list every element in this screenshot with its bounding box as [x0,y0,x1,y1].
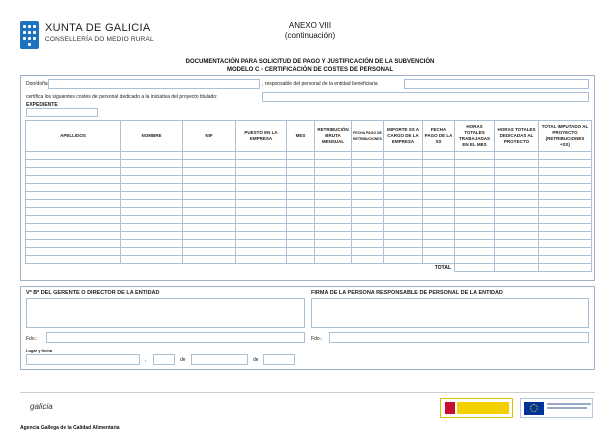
table-cell[interactable] [315,192,352,200]
annex-line2: (continuación) [284,31,336,40]
table-cell[interactable] [287,168,315,176]
table-cell[interactable] [352,240,384,248]
table-cell[interactable] [315,208,352,216]
table-row [26,176,592,184]
table-row [26,232,592,240]
spain-government-logo-icon [440,398,513,418]
table-cell[interactable] [352,224,384,232]
table-cell[interactable] [495,200,539,208]
table-cell[interactable] [423,256,455,264]
table-cell[interactable] [236,168,287,176]
table-cell[interactable] [287,240,315,248]
table-cell[interactable] [315,200,352,208]
table-cell[interactable] [352,184,384,192]
table-cell[interactable] [183,216,236,224]
responsible-label: , responsable del personal de la entidad beneficiaria [262,81,378,87]
table-cell[interactable] [495,152,539,160]
table-cell[interactable] [495,160,539,168]
table-cell[interactable] [121,168,183,176]
table-cell[interactable] [455,192,495,200]
table-cell[interactable] [455,232,495,240]
table-cell[interactable] [26,248,121,256]
table-cell[interactable] [455,184,495,192]
year-field[interactable] [263,354,295,365]
table-cell[interactable] [352,168,384,176]
project-title-field[interactable] [262,92,589,102]
table-cell[interactable] [423,240,455,248]
col-puesto: PUESTO EN LA EMPRESA [236,121,287,152]
table-cell[interactable] [121,240,183,248]
table-cell[interactable] [423,168,455,176]
table-cell[interactable] [455,248,495,256]
personnel-signature-area[interactable] [311,298,589,328]
table-cell[interactable] [236,200,287,208]
table-cell[interactable] [539,208,592,216]
table-cell[interactable] [121,232,183,240]
galicia-logo: galicia [30,402,53,411]
table-cell[interactable] [384,176,423,184]
table-cell[interactable] [384,232,423,240]
comma-separator: , [145,357,147,363]
table-cell[interactable] [287,192,315,200]
table-cell[interactable] [455,256,495,264]
table-cell[interactable] [121,208,183,216]
table-cell[interactable] [423,216,455,224]
table-cell[interactable] [352,232,384,240]
signed-label-left: Fdo.: [26,336,38,342]
total-row [26,264,592,272]
col-nombre: NOMBRE [121,121,183,152]
table-cell[interactable] [384,240,423,248]
table-cell[interactable] [236,160,287,168]
table-cell[interactable] [236,216,287,224]
table-cell[interactable] [539,168,592,176]
table-cell[interactable] [539,216,592,224]
table-cell[interactable] [539,248,592,256]
col-fecha-pago-ss: FECHA PAGO DE LA SS [423,121,455,152]
table-cell[interactable] [384,200,423,208]
xunta-logo-icon [20,21,39,49]
table-row [26,256,592,264]
table-cell[interactable] [455,152,495,160]
personnel-signature-title: FIRMA DE LA PERSONA RESPONSABLE DE PERSONAL DE LA ENTIDAD [311,290,503,296]
table-cell[interactable] [352,208,384,216]
table-cell[interactable] [236,152,287,160]
table-cell[interactable] [26,208,121,216]
table-cell[interactable] [236,176,287,184]
table-cell[interactable] [539,256,592,264]
table-cell[interactable] [539,192,592,200]
table-cell[interactable] [352,248,384,256]
table-cell[interactable] [455,160,495,168]
table-cell[interactable] [455,176,495,184]
table-cell[interactable] [539,224,592,232]
footer-divider [20,392,595,393]
day-field[interactable] [153,354,175,365]
table-cell[interactable] [26,240,121,248]
table-cell[interactable] [315,248,352,256]
table-cell[interactable] [384,160,423,168]
table-cell[interactable] [352,200,384,208]
col-total-imputado: TOTAL IMPUTADO AL PROYECTO (RETRIBUCIONES +SS) [539,121,592,152]
de-separator-1: de [180,357,186,363]
table-cell[interactable] [183,240,236,248]
table-cell[interactable] [121,200,183,208]
org-name: XUNTA DE GALICIA [45,22,151,34]
annex-heading [260,21,360,41]
place-date-label: Lugar y fecha [26,348,53,353]
table-cell[interactable] [352,192,384,200]
table-row [26,192,592,200]
table-cell[interactable] [26,192,121,200]
table-cell[interactable] [352,216,384,224]
table-cell[interactable] [287,184,315,192]
table-cell[interactable] [423,192,455,200]
month-field[interactable] [191,354,248,365]
table-cell[interactable] [236,240,287,248]
col-retribucion: RETRIBUCIÓN BRUTA MENSUAL [315,121,352,152]
table-cell[interactable] [315,176,352,184]
table-cell[interactable] [236,208,287,216]
col-horas-proyecto: HORAS TOTALES DEDICADAS AL PROYECTO [495,121,539,152]
table-cell[interactable] [236,224,287,232]
don-label: Don/doña [26,81,48,87]
table-cell[interactable] [183,256,236,264]
table-cell[interactable] [539,240,592,248]
table-cell[interactable] [423,232,455,240]
table-cell[interactable] [183,232,236,240]
table-cell[interactable] [352,176,384,184]
table-cell[interactable] [287,176,315,184]
table-cell[interactable] [26,200,121,208]
table-cell[interactable] [287,232,315,240]
table-cell[interactable] [423,152,455,160]
manager-approval-title: Vº Bº DEL GERENTE O DIRECTOR DE LA ENTIDAD [26,290,160,296]
table-cell[interactable] [183,168,236,176]
table-cell[interactable] [539,200,592,208]
table-cell[interactable] [236,248,287,256]
table-cell[interactable] [539,152,592,160]
table-cell[interactable] [384,184,423,192]
table-cell[interactable] [121,160,183,168]
expediente-label: EXPEDIENTE [26,102,58,108]
total-row-spacer [26,264,423,272]
table-cell[interactable] [539,232,592,240]
table-cell[interactable] [121,216,183,224]
table-cell[interactable] [384,192,423,200]
table-row [26,160,592,168]
table-cell[interactable] [495,224,539,232]
table-cell[interactable] [423,208,455,216]
entity-field[interactable] [404,79,589,89]
total-cell[interactable] [539,264,592,272]
personnel-costs-table [25,120,592,272]
table-cell[interactable] [495,216,539,224]
signed-label-right: Fdo.: [311,336,323,342]
table-cell[interactable] [455,240,495,248]
table-cell[interactable] [183,224,236,232]
table-cell[interactable] [455,216,495,224]
annex-line1: ANEXO VIII [288,21,332,30]
table-cell[interactable] [423,224,455,232]
table-cell[interactable] [183,200,236,208]
table-cell[interactable] [384,152,423,160]
expediente-field[interactable] [26,108,98,117]
de-separator-2: de [253,357,259,363]
eu-flag-logo-icon [520,398,593,418]
table-cell[interactable] [26,160,121,168]
table-cell[interactable] [495,192,539,200]
table-cell[interactable] [287,248,315,256]
table-cell[interactable] [236,192,287,200]
table-cell[interactable] [121,224,183,232]
agency-name: Agencia Gallega de la Calidad Alimentaria [20,425,120,431]
table-cell[interactable] [121,256,183,264]
table-cell[interactable] [455,208,495,216]
col-fecha-pago-retribuciones: FECHA PAGO DE RETRIBUCIONES [352,121,384,152]
table-cell[interactable] [495,168,539,176]
table-cell[interactable] [315,224,352,232]
table-cell[interactable] [26,184,121,192]
table-cell[interactable] [26,152,121,160]
table-cell[interactable] [495,256,539,264]
col-mes: MES [287,121,315,152]
table-cell[interactable] [495,208,539,216]
table-cell[interactable] [183,192,236,200]
table-cell[interactable] [121,176,183,184]
table-cell[interactable] [315,256,352,264]
table-cell[interactable] [352,152,384,160]
table-cell[interactable] [423,184,455,192]
total-cell[interactable] [495,264,539,272]
table-cell[interactable] [315,240,352,248]
table-cell[interactable] [315,216,352,224]
table-cell[interactable] [423,160,455,168]
table-row [26,248,592,256]
table-cell[interactable] [26,176,121,184]
table-cell[interactable] [384,208,423,216]
table-cell[interactable] [287,208,315,216]
certifies-label: certifica los siguientes costes de personal dedicado a la iniciativa del proyecto titulado: [26,94,218,100]
table-cell[interactable] [26,256,121,264]
table-cell[interactable] [455,168,495,176]
table-cell[interactable] [183,176,236,184]
table-cell[interactable] [384,216,423,224]
table-cell[interactable] [315,160,352,168]
title-line2: MODELO C - CERTIFICACIÓN DE COSTES DE PERSONAL [226,67,393,73]
table-cell[interactable] [539,176,592,184]
table-cell[interactable] [26,232,121,240]
table-cell[interactable] [26,224,121,232]
table-cell[interactable] [236,184,287,192]
table-cell[interactable] [236,232,287,240]
total-cell[interactable] [455,264,495,272]
table-cell[interactable] [315,232,352,240]
table-row [26,208,592,216]
table-cell[interactable] [423,176,455,184]
table-cell[interactable] [384,256,423,264]
table-cell[interactable] [287,200,315,208]
table-cell[interactable] [121,152,183,160]
table-row [26,240,592,248]
table-cell[interactable] [287,152,315,160]
col-horas-trabajadas: HORAS TOTALES TRABAJADAS EN EL MES [455,121,495,152]
table-row [26,168,592,176]
total-label: TOTAL [434,264,451,271]
conselleria-name: CONSELLERÍA DO MEDIO RURAL [45,36,154,43]
table-cell[interactable] [121,192,183,200]
table-cell[interactable] [455,224,495,232]
table-row [26,216,592,224]
manager-signature-area[interactable] [26,298,305,328]
table-cell[interactable] [287,160,315,168]
col-importe-ss: IMPORTE SS A CARGO DE LA EMPRESA [384,121,423,152]
table-row [26,184,592,192]
table-cell[interactable] [352,256,384,264]
table-cell[interactable] [315,152,352,160]
table-cell[interactable] [183,184,236,192]
col-apellidos: APELLIDOS [26,121,121,152]
table-cell[interactable] [495,240,539,248]
table-cell[interactable] [539,160,592,168]
table-cell[interactable] [121,184,183,192]
table-cell[interactable] [121,248,183,256]
table-cell[interactable] [183,160,236,168]
table-row [26,224,592,232]
table-cell[interactable] [384,224,423,232]
manager-name-field[interactable] [46,332,305,343]
place-field[interactable] [26,354,140,365]
table-cell[interactable] [495,184,539,192]
table-row [26,152,592,160]
table-cell[interactable] [455,200,495,208]
table-row [26,200,592,208]
table-cell[interactable] [183,152,236,160]
table-cell[interactable] [236,256,287,264]
personnel-name-field[interactable] [329,332,589,343]
col-nif: NIF [183,121,236,152]
table-cell[interactable] [352,160,384,168]
table-cell[interactable] [287,256,315,264]
table-cell[interactable] [384,168,423,176]
table-cell[interactable] [423,200,455,208]
table-cell[interactable] [26,168,121,176]
table-header-row [26,121,592,152]
table-cell[interactable] [183,248,236,256]
table-cell[interactable] [315,168,352,176]
table-cell[interactable] [423,248,455,256]
table-cell[interactable] [384,248,423,256]
don-field[interactable] [48,79,260,89]
table-cell[interactable] [287,224,315,232]
title-line1: DOCUMENTACIÓN PARA SOLICITUD DE PAGO Y JUSTIFICACIÓN DE LA SUBVENCIÓN [185,59,435,65]
table-cell[interactable] [26,216,121,224]
document-title [60,58,560,74]
table-cell[interactable] [495,248,539,256]
table-cell[interactable] [539,184,592,192]
table-cell[interactable] [495,176,539,184]
table-cell[interactable] [495,232,539,240]
table-cell[interactable] [287,216,315,224]
table-cell[interactable] [315,184,352,192]
table-cell[interactable] [183,208,236,216]
